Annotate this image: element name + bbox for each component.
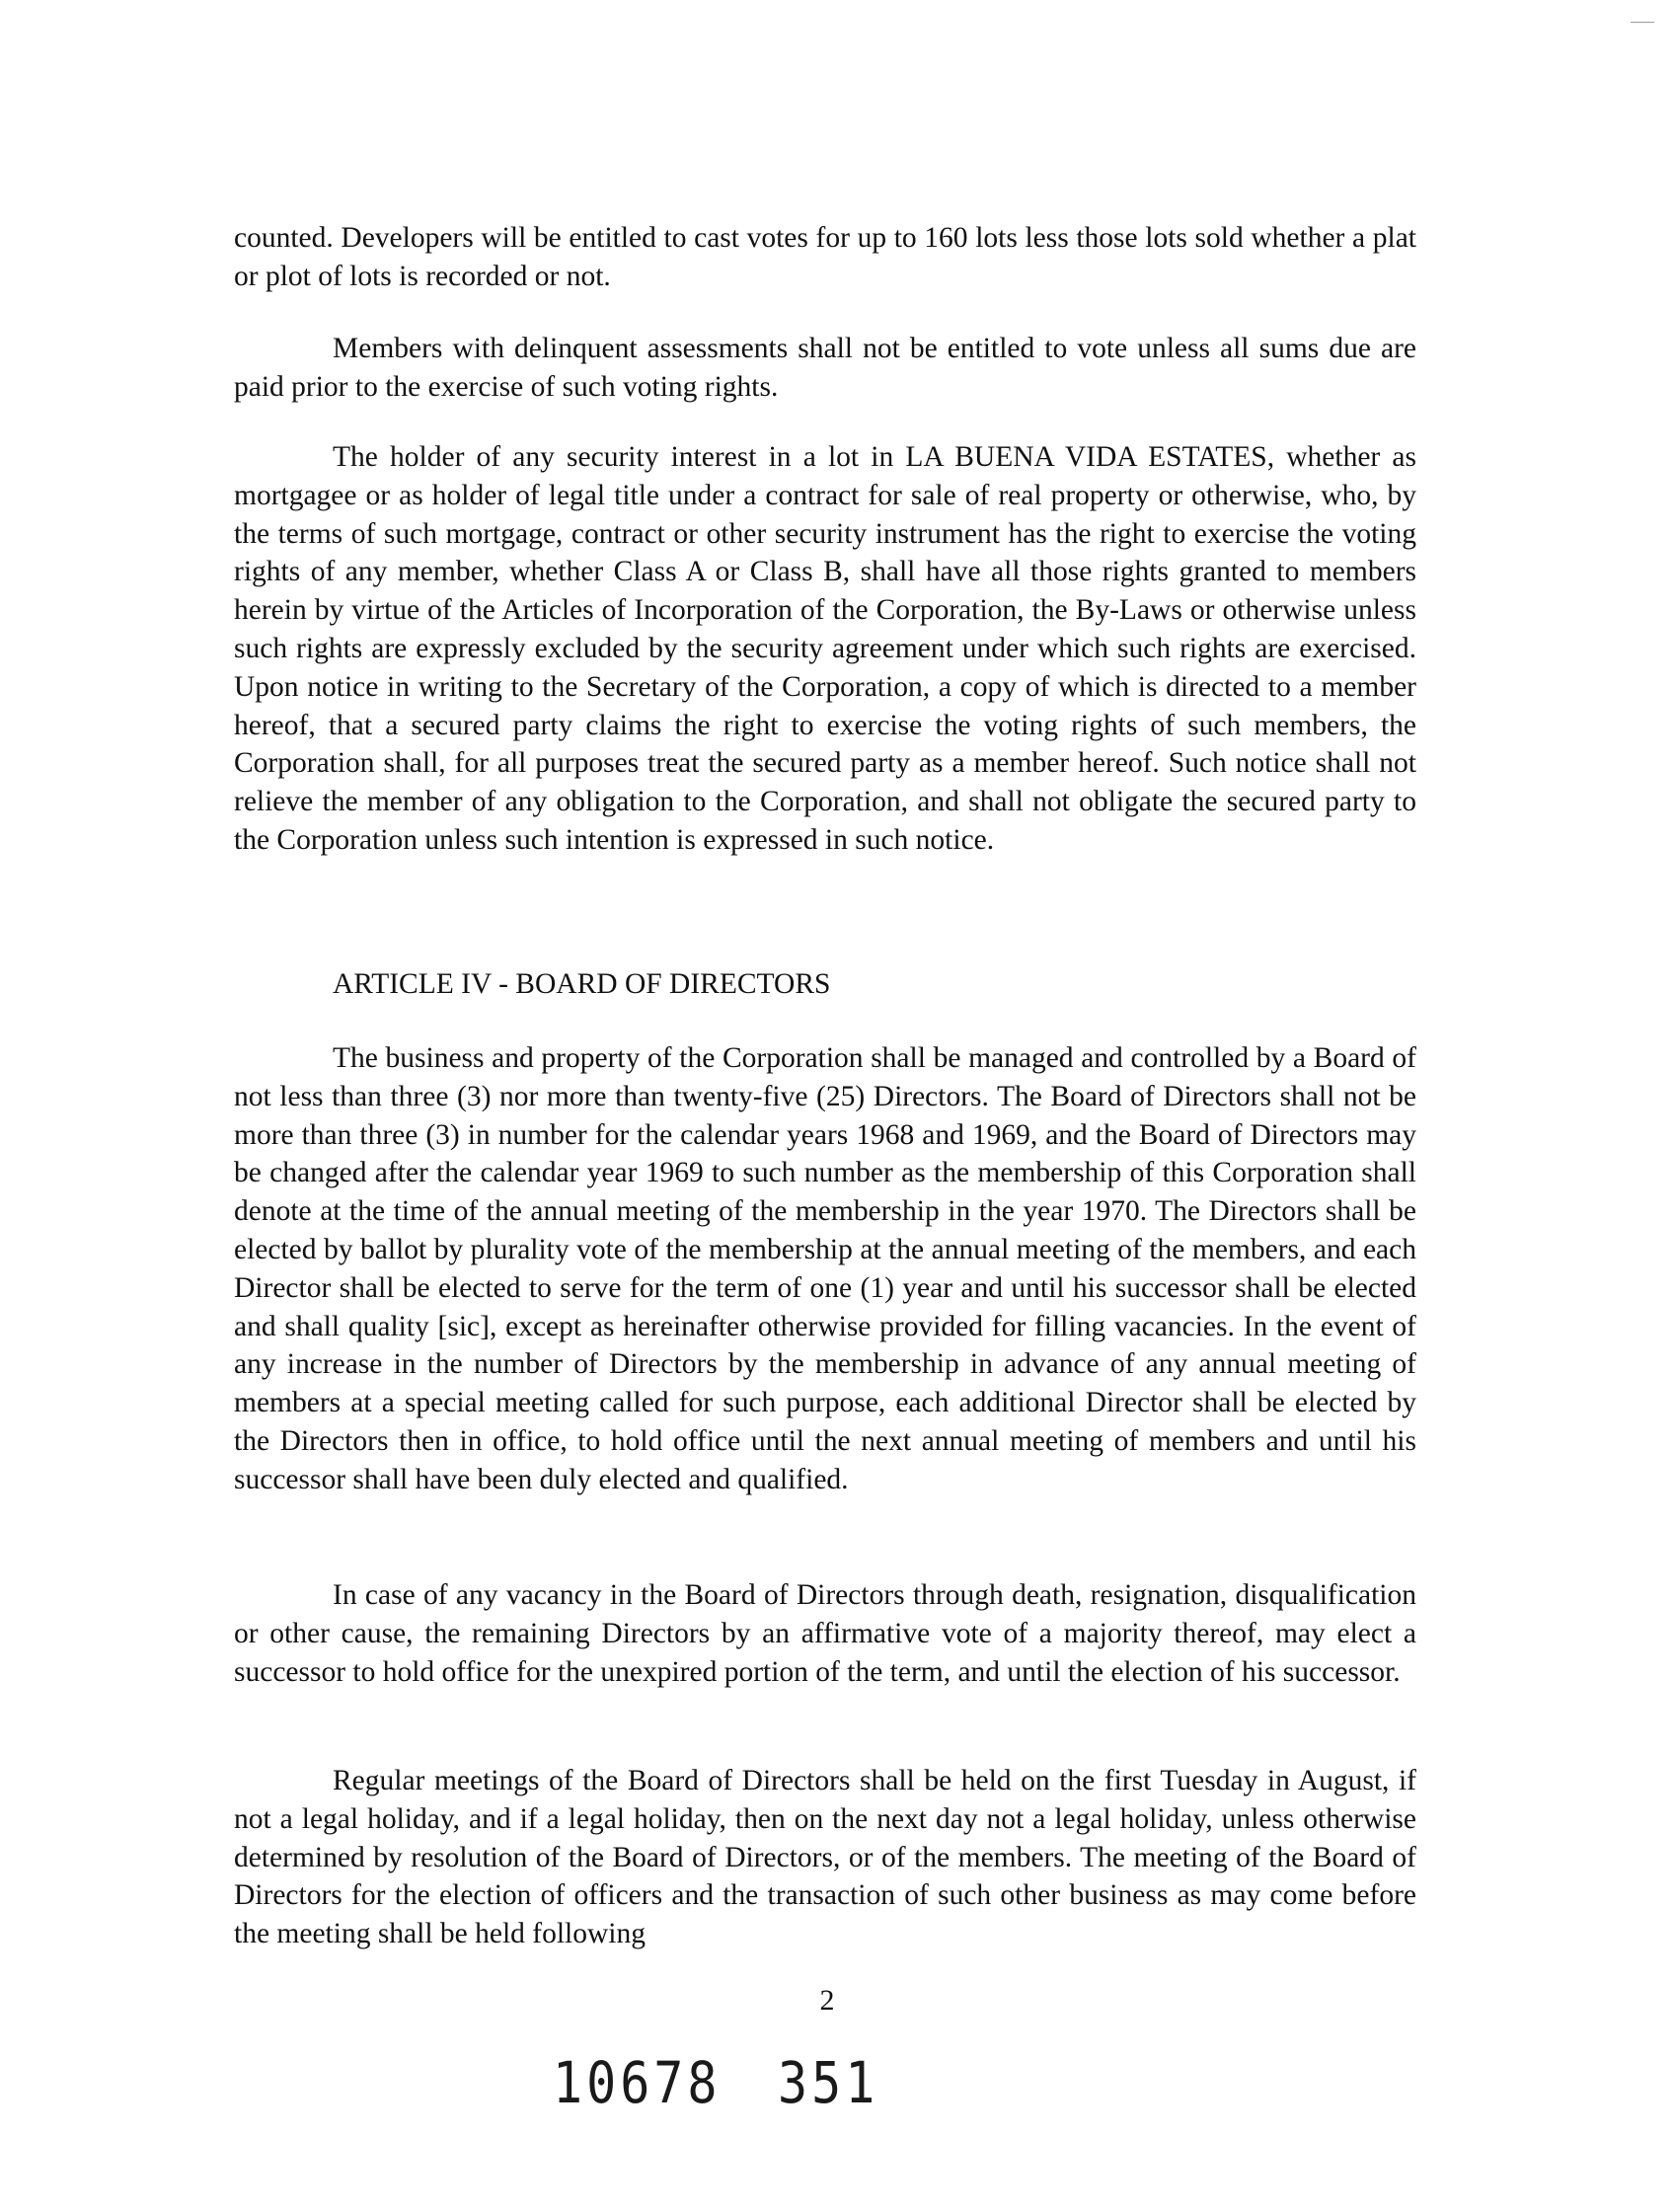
- paragraph-security-interest: The holder of any security interest in a lot in LA BUENA VIDA ESTATES, whether as mortgagee or as holder of legal title under a contract for sale of real property or otherwise, who, by the terms of such mortgage, contract or other security instrument has the right to exercise the voting rights of any member, whether Class A or Class B, shall have all those rights granted to members herein by virtue of the Articles of Incorporation of the Corporation, the By-Laws or otherwise unless such rights are expressly excluded by the security agreement under which such rights are exercised. Upon notice in writing to the Secretary of the Corporation, a copy of which is directed to a member hereof, that a secured party claims the right to exercise the voting rights of such members, the Corporation shall, for all purposes treat the secured party as a member hereof. Such notice shall not relieve the member of any obligation to the Corporation, and shall not obligate the secured party to the Corporation unless such intention is expressed in such notice.: [234, 441, 1416, 856]
- paragraph-delinquent-assessments: Members with delinquent assessments shall not be entitled to vote unless all sums due are paid prior to the exercise of such voting rights.: [234, 333, 1416, 403]
- scan-artifact-mark: [1631, 22, 1654, 23]
- page-number: 2: [819, 1984, 835, 2017]
- recording-stamp-page: 351: [778, 2050, 879, 2116]
- recording-stamp-book: 10678: [553, 2050, 722, 2116]
- paragraph-vacancy: In case of any vacancy in the Board of Directors through death, resignation, disqualification or other cause, the remaining Directors by an affirmative vote of a majority thereof, may elect a successor to hold office for the unexpired portion of the term, and until the election of his successor.: [234, 1579, 1416, 1688]
- paragraph-regular-meetings: Regular meetings of the Board of Directors shall be held on the first Tuesday in August, if not a legal holiday, and if a legal holiday, then on the next day not a legal holiday, unless otherwise determined by resolution of the Board of Directors, or of the members. The meeting of the Board of Directors for the election of officers and the transaction of such other business as may come before the meeting shall be held following: [234, 1765, 1416, 1950]
- article-heading: ARTICLE IV - BOARD OF DIRECTORS: [333, 968, 831, 1000]
- paragraph-business-and-property: The business and property of the Corporation shall be managed and controlled by a Board of not less than three (3) nor more than twenty-five (25) Directors. The Board of Directors shall not be more than three (3) in number for the calendar years 1968 and 1969, and the Board of Directors may be changed after the calendar year 1969 to such number as the membership of this Corporation shall denote at the time of the annual meeting of the membership in the year 1970. The Directors shall be elected by ballot by plurality vote of the membership at the annual meeting of the members, and each Director shall be elected to serve for the term of one (1) year and until his successor shall be elected and shall quality [sic], except as hereinafter otherwise provided for filling vacancies. In the event of any increase in the number of Directors by the membership in advance of any annual meeting of members at a special meeting called for such purpose, each additional Director shall be elected by the Directors then in office, to hold office until the next annual meeting of members and until his successor shall have been duly elected and qualified.: [234, 1042, 1416, 1495]
- paragraph-voting-count: counted. Developers will be entitled to cast votes for up to 160 lots less those lots sold whether a plat or plot of lots is recorded or not.: [234, 222, 1416, 292]
